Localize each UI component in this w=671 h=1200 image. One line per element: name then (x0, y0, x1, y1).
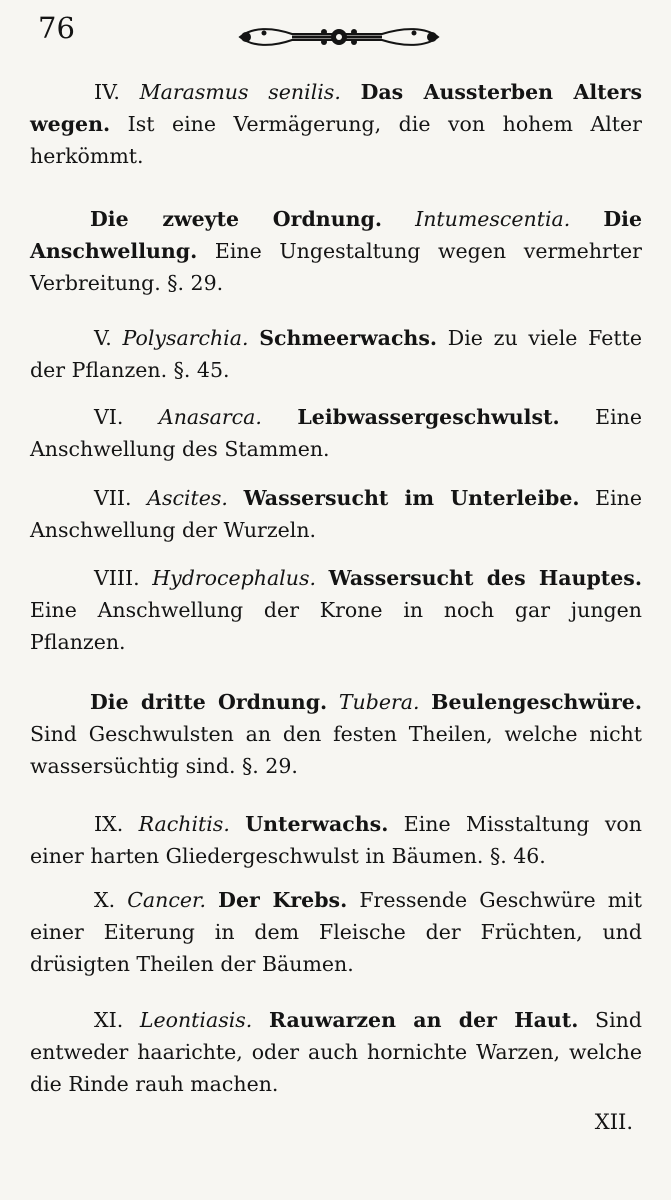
entry-number: VI. (94, 405, 124, 429)
catchword: XII. (594, 1110, 633, 1134)
latin-term: Rachitis. (138, 812, 230, 836)
german-term: Schmeerwachs. (259, 326, 438, 350)
latin-term: Tubera. (338, 690, 420, 714)
german-term: Die Anschwellung. (30, 207, 642, 263)
entry-description: Sind Geschwulsten an den festen Theilen, welche nicht wassersüchtig sind. §. 29. (30, 722, 642, 778)
latin-term: Ascites. (147, 486, 228, 510)
entry-number: V. (94, 326, 112, 350)
entry-description: Eine Anschwellung der Krone in noch gar jungen Pflanzen. (30, 598, 642, 654)
latin-term: Anasarca. (158, 405, 262, 429)
entry-description: Die zu viele Fette der Pflanzen. §. 45. (30, 326, 642, 382)
entry-description: Ist eine Vermägerung, die von hohem Alter herkömmt. (30, 112, 642, 168)
entry-number: X. (94, 888, 116, 912)
latin-term: Hydrocephalus. (152, 566, 316, 590)
order-heading: Die dritte Ordnung. (90, 690, 328, 714)
entry-number: VIII. (94, 566, 140, 590)
german-term: Das Aussterben Alters wegen. (30, 80, 642, 136)
german-term: Wassersucht des Hauptes. (328, 566, 642, 590)
page-number: 76 (38, 11, 75, 45)
entry-description: Eine Misstaltung von einer harten Gliedergeschwulst in Bäumen. §. 46. (30, 812, 642, 868)
order-section-3 (30, 686, 642, 782)
german-term: Beulengeschwüre. (431, 690, 642, 714)
entry-vii (30, 482, 642, 546)
entry-v (30, 322, 642, 386)
entry-description: Eine Ungestaltung wegen vermehrter Verbreitung. §. 29. (30, 239, 642, 295)
entry-number: IV. (94, 80, 120, 104)
entry-number: XI. (94, 1008, 124, 1032)
decorative-ornament-icon (232, 22, 446, 52)
latin-term: Marasmus senilis. (139, 80, 341, 104)
entry-x (30, 884, 642, 980)
latin-term: Leontiasis. (139, 1008, 253, 1032)
entry-xi (30, 1004, 642, 1100)
order-section-2 (30, 203, 642, 299)
german-term: Leibwassergeschwulst. (297, 405, 560, 429)
entry-number: IX. (94, 812, 124, 836)
entry-description: Eine Anschwellung der Wurzeln. (30, 486, 642, 542)
entry-description: Fressende Geschwüre mit einer Eiterung in dem Fleische der Früchten, und drüsigten Theilen der Bäumen. (30, 888, 642, 976)
entry-iv (30, 76, 642, 172)
entry-description: Sind entweder haarichte, oder auch hornichte Warzen, welche die Rinde rauh machen. (30, 1008, 642, 1096)
latin-term: Intumescentia. (415, 207, 571, 231)
order-heading: Die zweyte Ordnung. (90, 207, 382, 231)
german-term: Der Krebs. (218, 888, 348, 912)
german-term: Wassersucht im Unterleibe. (243, 486, 580, 510)
german-term: Unterwachs. (245, 812, 389, 836)
latin-term: Polysarchia. (122, 326, 249, 350)
entry-number: VII. (94, 486, 132, 510)
entry-ix (30, 808, 642, 872)
entry-description: Eine Anschwellung des Stammen. (30, 405, 642, 461)
german-term: Rauwarzen an der Haut. (268, 1008, 579, 1032)
entry-vi (30, 401, 642, 465)
entry-viii (30, 562, 642, 658)
latin-term: Cancer. (127, 888, 207, 912)
